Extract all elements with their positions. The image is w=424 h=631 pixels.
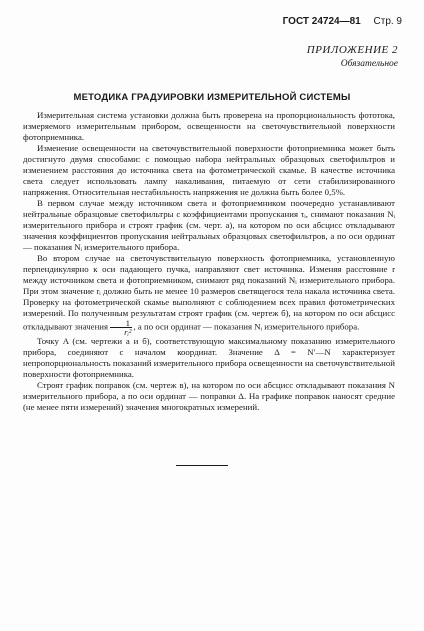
end-rule [176,465,228,466]
paragraph-2: Изменение освещенности на светочувствительной поверхности фотоприемника может быть достигнуто двумя способами: с помощью набора нейтральных образцовых светофильтров и изменением расстояния до источника света на фотометрической скамье. В качестве источника света следует использовать лампу накаливания, питаемую от сети стабилизированного напряжения. Относительная нестабильность напряжения не должна быть более 0,5%. [23,143,395,197]
appendix-status: Обязательное [340,59,398,69]
appendix-label: ПРИЛОЖЕНИЕ 2 [306,44,398,56]
fraction-numerator: 1 [110,319,131,328]
section-title: МЕТОДИКА ГРАДУИРОВКИ ИЗМЕРИТЕЛЬНОЙ СИСТЕМЫ [73,92,351,103]
fraction-denominator: rᵢ² [124,327,132,337]
paragraph-6: Строят график поправок (см. чертеж в), на котором по оси абсцисс откладывают показания N измерительного прибора, а по оси ординат — поправки Δ. На графике поправок наносят средние (не менее пяти измерений) значения многократных измерений. [23,380,395,412]
paragraph-4-start: Во втором случае на светочувствительную поверхность фотоприемника, установленную перпендикулярно к оси падающего пучка, направляют свет источника. Изменяя расстояние r между источником света и фотоприемником, снимают ряд показаний Nᵢ измерительного прибора. При этом значение rᵢ должно быть не менее 10 размеров светящегося тела накала источника света. Проверку на фотометрической скамье выполняют с соблюдением всех правил фотометрических измерений. По полученным результатам строят график (см. чертеж б), на котором по оси абсцисс откладывают значения [23,253,395,332]
standard-number: ГОСТ 24724—81 [282,16,361,27]
paragraph-1: Измерительная система установки должна быть проверена на пропорциональность фототока, измеряемого измерительным прибором, освещенности на светочувствительной поверхности фотоприемника. [23,110,395,142]
paragraph-4 [23,253,395,336]
page-number: Стр. 9 [373,16,402,27]
body-text [23,110,395,413]
paragraph-4-end: , а по оси ординат — показания Nᵢ измерительного прибора. [133,321,360,332]
page-header [283,16,402,27]
paragraph-5: Точку A (см. чертежи а и б), соответствующую максимальному показанию измерительного прибора, соединяют с началом координат. Значение Δ = N′—N характеризует непропорциональность показаний измерительного прибора освещенности на светочувствительной поверхности фотоприемника. [23,336,395,379]
fraction-formula [110,319,131,336]
paragraph-3: В первом случае между источником света и фотоприемником поочередно устанавливают нейтральные образцовые светофильтры с коэффициентами пропускания τᵢ, снимают показания Nᵢ измерительного прибора и строят график (см. черт. а), на котором по оси абсцисс откладывают значения коэффициентов пропускания нейтральных образцовых светофильтров, а по оси ординат — показания Nᵢ измерительного прибора. [23,198,395,252]
